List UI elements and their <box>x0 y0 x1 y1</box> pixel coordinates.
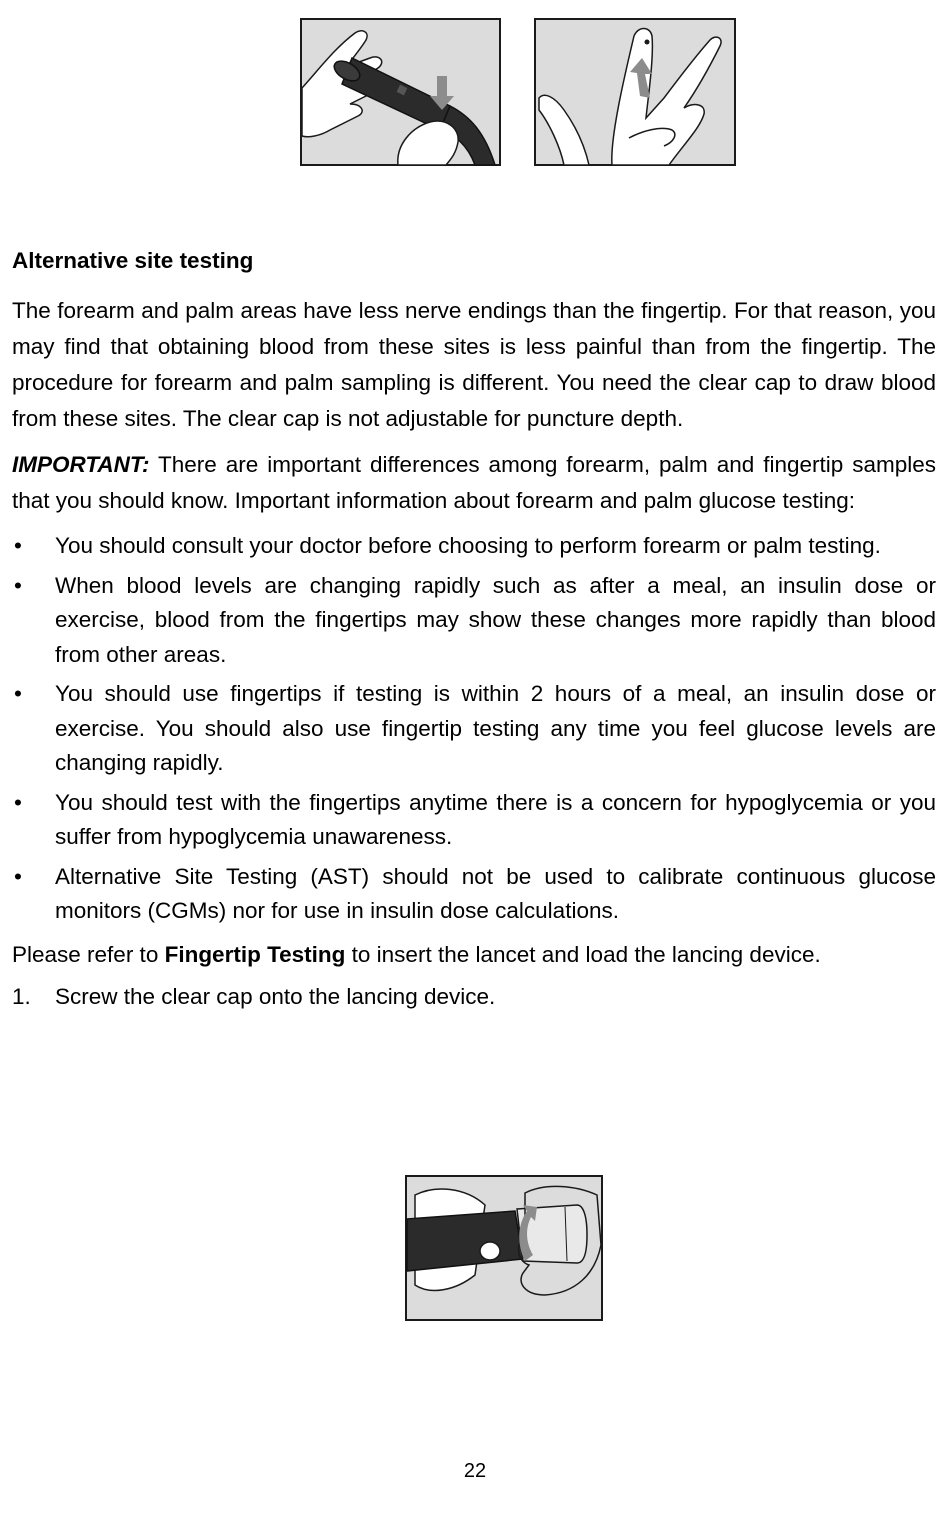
refer-paragraph <box>12 937 936 973</box>
bullet-icon: • <box>14 789 22 815</box>
bullet-icon: • <box>14 681 22 706</box>
step-item <box>12 979 936 1015</box>
list-item <box>12 677 936 781</box>
bullet-icon: • <box>14 863 22 889</box>
list-item <box>12 569 936 673</box>
list-item <box>12 786 936 855</box>
list-item <box>12 860 936 929</box>
important-label: IMPORTANT: <box>12 452 150 477</box>
bullet-text: You should test with the fingertips anytime there is a concern for hypoglycemia or you suffer from hypoglycemia unawareness. <box>55 789 936 849</box>
figure-screw-clear-cap <box>405 1175 603 1321</box>
clear-cap-illustration <box>405 1175 603 1321</box>
refer-text-after: to insert the lancet and load the lancing device. <box>345 941 821 967</box>
figure-fingertip-sample <box>534 18 736 166</box>
bullet-icon: • <box>14 533 22 558</box>
steps-list <box>12 979 936 1015</box>
bullet-text: Alternative Site Testing (AST) should not be used to calibrate continuous glucose monitors (CGMs) nor for use in insulin dose calculations. <box>55 863 936 923</box>
fingertip-testing-reference: Fingertip Testing <box>164 941 346 967</box>
lancing-device-illustration <box>300 18 501 166</box>
bullet-text: When blood levels are changing rapidly such as after a meal, an insulin dose or exercise, blood from the fingertips may show these changes more rapidly than blood from other areas. <box>55 572 936 667</box>
page-number: 22 <box>463 1460 487 1482</box>
figure-lancing-device-trigger <box>300 18 501 166</box>
refer-text-before: Please refer to <box>12 941 165 967</box>
bullet-icon: • <box>14 572 22 598</box>
page-content <box>12 243 936 1015</box>
fingertip-illustration <box>534 18 736 166</box>
step-number: 1. <box>12 983 31 1009</box>
ast-bullet-list <box>12 529 936 929</box>
step-text: Screw the clear cap onto the lancing device. <box>55 983 496 1009</box>
intro-paragraph: The forearm and palm areas have less nerve endings than the fingertip. For that reason, you may find that obtaining blood from these sites is less painful than from the fingertip. The procedure for forearm and palm sampling is different. You need the clear cap to draw blood from these sites. The clear cap is not adjustable for puncture depth. <box>12 298 936 431</box>
important-paragraph <box>12 447 936 519</box>
bullet-text: You should use fingertips if testing is within 2 hours of a meal, an insulin dose or exercise. You should also use fingertip testing any time you feel glucose levels are changing rapidly. <box>55 681 936 775</box>
list-item <box>12 529 936 564</box>
bullet-text: You should consult your doctor before choosing to perform forearm or palm testing. <box>55 533 881 558</box>
important-text: There are important differences among forearm, palm and fingertip samples that you should know. Important information about forearm and palm glucose testing: <box>12 452 936 513</box>
section-heading: Alternative site testing <box>12 248 254 273</box>
